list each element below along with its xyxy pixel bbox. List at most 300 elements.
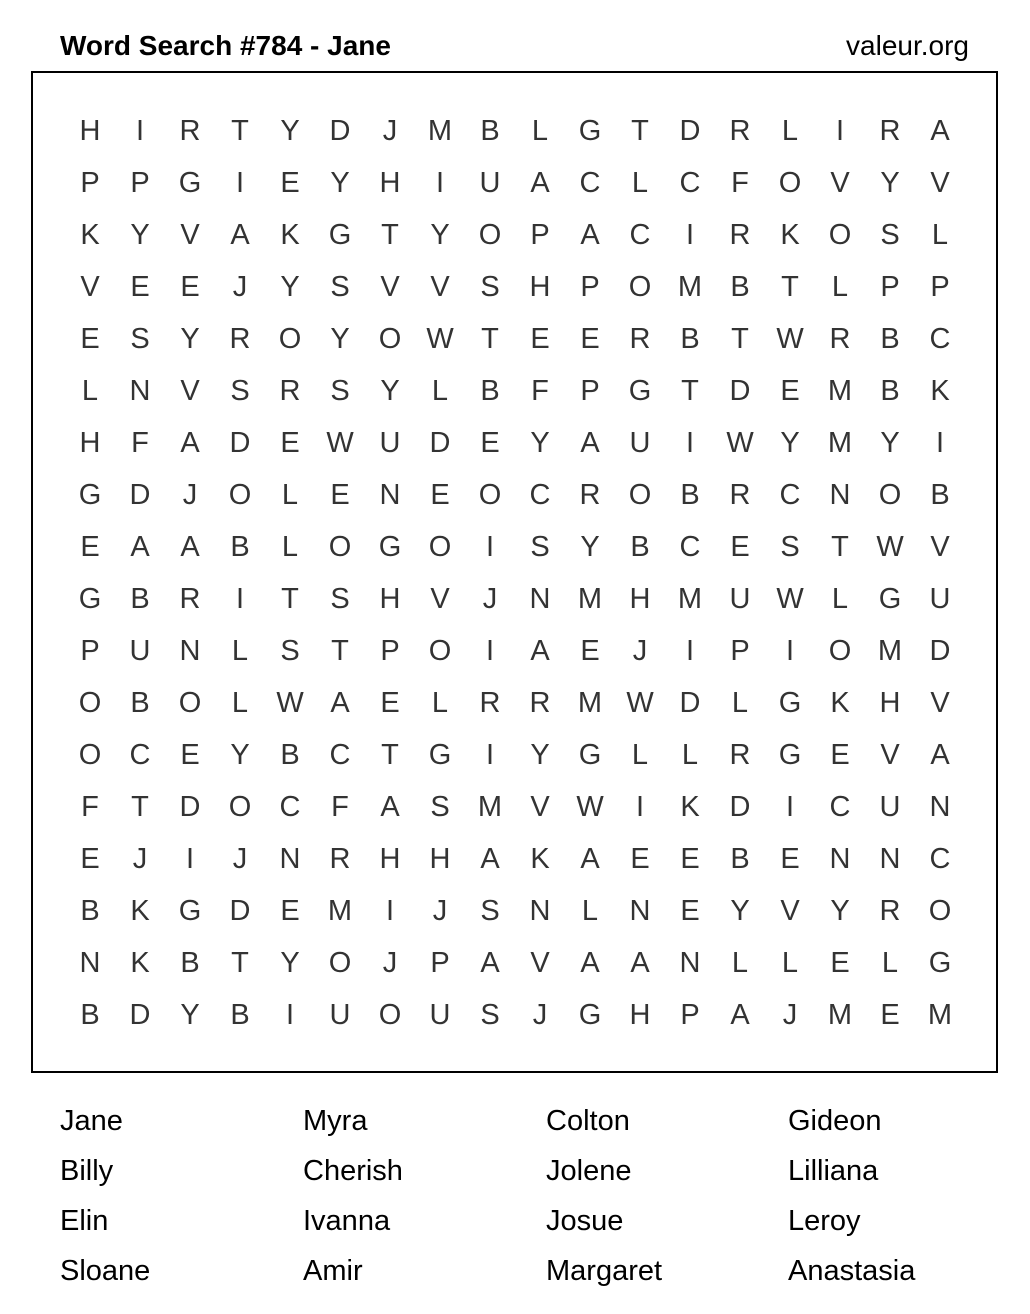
grid-cell[interactable]: G <box>578 999 602 1031</box>
grid-cell[interactable]: V <box>930 687 950 719</box>
grid-cell[interactable]: L <box>231 635 249 667</box>
grid-cell[interactable]: L <box>831 271 849 303</box>
grid-cell[interactable]: Y <box>330 323 350 355</box>
grid-cell[interactable]: U <box>129 635 151 667</box>
grid-cell[interactable]: E <box>880 999 900 1031</box>
grid-cell[interactable]: H <box>79 115 101 147</box>
grid-cell[interactable]: S <box>330 271 350 303</box>
grid-cell[interactable]: M <box>427 115 453 147</box>
grid-cell[interactable]: Y <box>330 167 350 199</box>
grid-cell[interactable]: J <box>182 479 198 511</box>
grid-cell[interactable]: N <box>829 843 851 875</box>
grid-cell[interactable]: R <box>729 739 751 771</box>
grid-cell[interactable]: S <box>530 531 550 563</box>
grid-cell[interactable]: M <box>877 635 903 667</box>
grid-cell[interactable]: O <box>228 791 252 823</box>
grid-cell[interactable]: E <box>480 427 500 459</box>
grid-cell[interactable]: A <box>330 687 350 719</box>
grid-cell[interactable]: E <box>580 635 600 667</box>
grid-cell[interactable]: O <box>478 219 502 251</box>
grid-cell[interactable]: B <box>730 843 750 875</box>
grid-cell[interactable]: O <box>878 479 902 511</box>
grid-cell[interactable]: B <box>230 999 250 1031</box>
grid-cell[interactable]: B <box>680 323 700 355</box>
grid-cell[interactable]: A <box>480 843 500 875</box>
grid-cell[interactable]: I <box>285 999 295 1031</box>
grid-cell[interactable]: F <box>81 791 99 823</box>
grid-cell[interactable]: G <box>928 947 952 979</box>
grid-cell[interactable]: B <box>930 479 950 511</box>
grid-cell[interactable]: C <box>129 739 151 771</box>
grid-cell[interactable]: T <box>131 791 149 823</box>
grid-cell[interactable]: V <box>380 271 400 303</box>
grid-cell[interactable]: L <box>781 115 799 147</box>
grid-cell[interactable]: C <box>679 167 701 199</box>
grid-cell[interactable]: O <box>928 895 952 927</box>
grid-cell[interactable]: V <box>880 739 900 771</box>
grid-cell[interactable]: G <box>778 739 802 771</box>
grid-cell[interactable]: R <box>829 323 851 355</box>
grid-cell[interactable]: T <box>731 323 749 355</box>
grid-cell[interactable]: R <box>729 479 751 511</box>
grid-cell[interactable]: C <box>329 739 351 771</box>
grid-cell[interactable]: V <box>80 271 100 303</box>
grid-cell[interactable]: E <box>180 739 200 771</box>
grid-cell[interactable]: K <box>830 687 850 719</box>
grid-cell[interactable]: M <box>827 427 853 459</box>
grid-cell[interactable]: S <box>280 635 300 667</box>
grid-cell[interactable]: H <box>879 687 901 719</box>
grid-cell[interactable]: R <box>729 219 751 251</box>
grid-cell[interactable]: J <box>382 115 398 147</box>
grid-cell[interactable]: L <box>631 739 649 771</box>
grid-cell[interactable]: V <box>930 167 950 199</box>
grid-cell[interactable]: O <box>628 271 652 303</box>
grid-cell[interactable]: D <box>429 427 451 459</box>
grid-cell[interactable]: P <box>380 635 400 667</box>
grid-cell[interactable]: I <box>935 427 945 459</box>
grid-cell[interactable]: H <box>379 583 401 615</box>
grid-cell[interactable]: M <box>327 895 353 927</box>
grid-cell[interactable]: C <box>829 791 851 823</box>
grid-cell[interactable]: I <box>685 219 695 251</box>
grid-cell[interactable]: I <box>685 635 695 667</box>
grid-cell[interactable]: J <box>232 271 248 303</box>
grid-cell[interactable]: N <box>529 583 551 615</box>
grid-cell[interactable]: L <box>731 687 749 719</box>
grid-cell[interactable]: A <box>930 739 950 771</box>
grid-cell[interactable]: P <box>430 947 450 979</box>
grid-cell[interactable]: L <box>431 375 449 407</box>
grid-cell[interactable]: U <box>479 167 501 199</box>
grid-cell[interactable]: I <box>785 635 795 667</box>
grid-cell[interactable]: A <box>580 427 600 459</box>
grid-cell[interactable]: S <box>330 583 350 615</box>
grid-cell[interactable]: P <box>730 635 750 667</box>
grid-cell[interactable]: U <box>379 427 401 459</box>
grid-cell[interactable]: A <box>530 167 550 199</box>
grid-cell[interactable]: L <box>731 947 749 979</box>
grid-cell[interactable]: G <box>328 219 352 251</box>
grid-cell[interactable]: E <box>80 843 100 875</box>
grid-cell[interactable]: G <box>428 739 452 771</box>
grid-cell[interactable]: U <box>629 427 651 459</box>
grid-cell[interactable]: J <box>482 583 498 615</box>
grid-cell[interactable]: O <box>278 323 302 355</box>
grid-cell[interactable]: W <box>726 427 754 459</box>
grid-cell[interactable]: B <box>130 687 150 719</box>
grid-cell[interactable]: P <box>580 271 600 303</box>
grid-cell[interactable]: A <box>230 219 250 251</box>
grid-cell[interactable]: G <box>628 375 652 407</box>
grid-cell[interactable]: I <box>385 895 395 927</box>
grid-cell[interactable]: Y <box>880 167 900 199</box>
grid-cell[interactable]: E <box>180 271 200 303</box>
grid-cell[interactable]: B <box>180 947 200 979</box>
grid-cell[interactable]: T <box>231 947 249 979</box>
grid-cell[interactable]: I <box>235 583 245 615</box>
grid-cell[interactable]: A <box>180 427 200 459</box>
grid-cell[interactable]: V <box>830 167 850 199</box>
grid-cell[interactable]: U <box>729 583 751 615</box>
grid-cell[interactable]: J <box>232 843 248 875</box>
grid-cell[interactable]: D <box>129 999 151 1031</box>
grid-cell[interactable]: H <box>629 999 651 1031</box>
grid-cell[interactable]: K <box>130 895 150 927</box>
grid-cell[interactable]: D <box>229 895 251 927</box>
grid-cell[interactable]: M <box>827 999 853 1031</box>
grid-cell[interactable]: D <box>729 375 751 407</box>
grid-cell[interactable]: T <box>781 271 799 303</box>
grid-cell[interactable]: W <box>426 323 454 355</box>
grid-cell[interactable]: S <box>480 271 500 303</box>
grid-cell[interactable]: C <box>929 843 951 875</box>
grid-cell[interactable]: M <box>677 271 703 303</box>
grid-cell[interactable]: B <box>880 375 900 407</box>
grid-cell[interactable]: M <box>577 583 603 615</box>
grid-cell[interactable]: O <box>328 947 352 979</box>
grid-cell[interactable]: F <box>331 791 349 823</box>
grid-cell[interactable]: Y <box>230 739 250 771</box>
grid-cell[interactable]: V <box>430 583 450 615</box>
grid-cell[interactable]: Y <box>430 219 450 251</box>
grid-cell[interactable]: B <box>480 375 500 407</box>
grid-cell[interactable]: R <box>729 115 751 147</box>
grid-cell[interactable]: J <box>382 947 398 979</box>
grid-cell[interactable]: D <box>179 791 201 823</box>
grid-cell[interactable]: L <box>431 687 449 719</box>
grid-cell[interactable]: I <box>785 791 795 823</box>
grid-cell[interactable]: E <box>680 895 700 927</box>
grid-cell[interactable]: C <box>779 479 801 511</box>
grid-cell[interactable]: Y <box>180 323 200 355</box>
grid-cell[interactable]: I <box>435 167 445 199</box>
grid-cell[interactable]: Y <box>530 427 550 459</box>
grid-cell[interactable]: T <box>631 115 649 147</box>
grid-cell[interactable]: A <box>380 791 400 823</box>
grid-cell[interactable]: P <box>580 375 600 407</box>
grid-cell[interactable]: L <box>531 115 549 147</box>
grid-cell[interactable]: E <box>430 479 450 511</box>
grid-cell[interactable]: S <box>480 895 500 927</box>
grid-cell[interactable]: F <box>531 375 549 407</box>
grid-cell[interactable]: Y <box>130 219 150 251</box>
grid-cell[interactable]: V <box>780 895 800 927</box>
grid-cell[interactable]: B <box>80 999 100 1031</box>
grid-cell[interactable]: S <box>430 791 450 823</box>
grid-cell[interactable]: C <box>279 791 301 823</box>
grid-cell[interactable]: W <box>576 791 604 823</box>
grid-cell[interactable]: T <box>481 323 499 355</box>
grid-cell[interactable]: O <box>178 687 202 719</box>
grid-cell[interactable]: A <box>580 947 600 979</box>
grid-cell[interactable]: V <box>430 271 450 303</box>
grid-cell[interactable]: O <box>778 167 802 199</box>
grid-cell[interactable]: N <box>279 843 301 875</box>
grid-cell[interactable]: C <box>929 323 951 355</box>
grid-cell[interactable]: M <box>927 999 953 1031</box>
grid-cell[interactable]: B <box>280 739 300 771</box>
grid-cell[interactable]: O <box>828 635 852 667</box>
grid-cell[interactable]: L <box>681 739 699 771</box>
grid-cell[interactable]: I <box>835 115 845 147</box>
grid-cell[interactable]: R <box>279 375 301 407</box>
grid-cell[interactable]: O <box>378 999 402 1031</box>
grid-cell[interactable]: L <box>781 947 799 979</box>
grid-cell[interactable]: B <box>680 479 700 511</box>
grid-cell[interactable]: Y <box>730 895 750 927</box>
grid-cell[interactable]: O <box>428 635 452 667</box>
grid-cell[interactable]: L <box>281 531 299 563</box>
grid-cell[interactable]: B <box>230 531 250 563</box>
grid-cell[interactable]: Y <box>280 271 300 303</box>
grid-cell[interactable]: G <box>578 115 602 147</box>
grid-cell[interactable]: W <box>326 427 354 459</box>
grid-cell[interactable]: Y <box>530 739 550 771</box>
grid-cell[interactable]: P <box>680 999 700 1031</box>
grid-cell[interactable]: P <box>880 271 900 303</box>
grid-cell[interactable]: Y <box>780 427 800 459</box>
grid-cell[interactable]: O <box>478 479 502 511</box>
grid-cell[interactable]: N <box>529 895 551 927</box>
grid-cell[interactable]: E <box>580 323 600 355</box>
grid-cell[interactable]: R <box>179 583 201 615</box>
grid-cell[interactable]: H <box>429 843 451 875</box>
grid-cell[interactable]: H <box>379 843 401 875</box>
grid-cell[interactable]: R <box>529 687 551 719</box>
grid-cell[interactable]: F <box>731 167 749 199</box>
grid-cell[interactable]: B <box>130 583 150 615</box>
grid-cell[interactable]: D <box>229 427 251 459</box>
grid-cell[interactable]: A <box>180 531 200 563</box>
grid-cell[interactable]: E <box>80 531 100 563</box>
grid-cell[interactable]: E <box>630 843 650 875</box>
grid-cell[interactable]: N <box>929 791 951 823</box>
grid-cell[interactable]: K <box>130 947 150 979</box>
grid-cell[interactable]: I <box>485 739 495 771</box>
grid-cell[interactable]: N <box>129 375 151 407</box>
grid-cell[interactable]: B <box>730 271 750 303</box>
grid-cell[interactable]: G <box>778 687 802 719</box>
grid-cell[interactable]: E <box>530 323 550 355</box>
grid-cell[interactable]: Y <box>580 531 600 563</box>
grid-cell[interactable]: I <box>135 115 145 147</box>
grid-cell[interactable]: K <box>280 219 300 251</box>
grid-cell[interactable]: D <box>329 115 351 147</box>
grid-cell[interactable]: U <box>329 999 351 1031</box>
grid-cell[interactable]: W <box>776 323 804 355</box>
grid-cell[interactable]: P <box>930 271 950 303</box>
grid-cell[interactable]: A <box>580 843 600 875</box>
grid-cell[interactable]: M <box>477 791 503 823</box>
grid-cell[interactable]: R <box>879 115 901 147</box>
grid-cell[interactable]: E <box>730 531 750 563</box>
grid-cell[interactable]: T <box>231 115 249 147</box>
grid-cell[interactable]: N <box>829 479 851 511</box>
grid-cell[interactable]: U <box>429 999 451 1031</box>
grid-cell[interactable]: I <box>185 843 195 875</box>
grid-cell[interactable]: T <box>681 375 699 407</box>
grid-cell[interactable]: J <box>632 635 648 667</box>
grid-cell[interactable]: K <box>80 219 100 251</box>
grid-cell[interactable]: L <box>631 167 649 199</box>
grid-cell[interactable]: C <box>629 219 651 251</box>
grid-cell[interactable]: E <box>680 843 700 875</box>
grid-cell[interactable]: L <box>231 687 249 719</box>
grid-cell[interactable]: E <box>280 167 300 199</box>
grid-cell[interactable]: B <box>630 531 650 563</box>
grid-cell[interactable]: A <box>930 115 950 147</box>
grid-cell[interactable]: N <box>679 947 701 979</box>
grid-cell[interactable]: E <box>780 843 800 875</box>
grid-cell[interactable]: D <box>679 115 701 147</box>
grid-cell[interactable]: O <box>428 531 452 563</box>
grid-cell[interactable]: P <box>130 167 150 199</box>
grid-cell[interactable]: S <box>230 375 250 407</box>
grid-cell[interactable]: L <box>831 583 849 615</box>
grid-cell[interactable]: E <box>830 947 850 979</box>
grid-cell[interactable]: R <box>479 687 501 719</box>
grid-cell[interactable]: A <box>480 947 500 979</box>
grid-cell[interactable]: T <box>331 635 349 667</box>
grid-cell[interactable]: J <box>782 999 798 1031</box>
grid-cell[interactable]: O <box>628 479 652 511</box>
grid-cell[interactable]: B <box>80 895 100 927</box>
grid-cell[interactable]: G <box>78 583 102 615</box>
grid-cell[interactable]: G <box>878 583 902 615</box>
grid-cell[interactable]: G <box>578 739 602 771</box>
grid-cell[interactable]: E <box>130 271 150 303</box>
grid-cell[interactable]: D <box>679 687 701 719</box>
grid-cell[interactable]: H <box>629 583 651 615</box>
grid-cell[interactable]: K <box>530 843 550 875</box>
grid-cell[interactable]: R <box>179 115 201 147</box>
grid-cell[interactable]: V <box>530 791 550 823</box>
grid-cell[interactable]: K <box>780 219 800 251</box>
grid-cell[interactable]: R <box>579 479 601 511</box>
grid-cell[interactable]: I <box>685 427 695 459</box>
grid-cell[interactable]: P <box>530 219 550 251</box>
grid-cell[interactable]: M <box>577 687 603 719</box>
grid-cell[interactable]: M <box>827 375 853 407</box>
grid-cell[interactable]: F <box>131 427 149 459</box>
grid-cell[interactable]: G <box>378 531 402 563</box>
grid-cell[interactable]: I <box>635 791 645 823</box>
grid-cell[interactable]: E <box>780 375 800 407</box>
grid-cell[interactable]: L <box>281 479 299 511</box>
grid-cell[interactable]: T <box>831 531 849 563</box>
grid-cell[interactable]: N <box>879 843 901 875</box>
grid-cell[interactable]: O <box>378 323 402 355</box>
grid-cell[interactable]: E <box>380 687 400 719</box>
grid-cell[interactable]: M <box>677 583 703 615</box>
grid-cell[interactable]: P <box>80 635 100 667</box>
grid-cell[interactable]: K <box>930 375 950 407</box>
grid-cell[interactable]: R <box>229 323 251 355</box>
grid-cell[interactable]: T <box>281 583 299 615</box>
grid-cell[interactable]: K <box>680 791 700 823</box>
grid-cell[interactable]: N <box>629 895 651 927</box>
grid-cell[interactable]: L <box>881 947 899 979</box>
grid-cell[interactable]: T <box>381 219 399 251</box>
grid-cell[interactable]: L <box>581 895 599 927</box>
grid-cell[interactable]: H <box>79 427 101 459</box>
grid-cell[interactable]: V <box>180 219 200 251</box>
grid-cell[interactable]: B <box>880 323 900 355</box>
grid-cell[interactable]: N <box>379 479 401 511</box>
grid-cell[interactable]: O <box>78 687 102 719</box>
grid-cell[interactable]: O <box>828 219 852 251</box>
grid-cell[interactable]: C <box>679 531 701 563</box>
grid-cell[interactable]: C <box>529 479 551 511</box>
grid-cell[interactable]: J <box>532 999 548 1031</box>
grid-cell[interactable]: E <box>80 323 100 355</box>
grid-cell[interactable]: W <box>276 687 304 719</box>
grid-cell[interactable]: I <box>485 531 495 563</box>
grid-cell[interactable]: P <box>80 167 100 199</box>
grid-cell[interactable]: Y <box>180 999 200 1031</box>
grid-cell[interactable]: W <box>876 531 904 563</box>
grid-cell[interactable]: N <box>179 635 201 667</box>
grid-cell[interactable]: E <box>830 739 850 771</box>
grid-cell[interactable]: A <box>630 947 650 979</box>
grid-cell[interactable]: B <box>480 115 500 147</box>
grid-cell[interactable]: G <box>178 167 202 199</box>
grid-cell[interactable]: A <box>730 999 750 1031</box>
grid-cell[interactable]: Y <box>380 375 400 407</box>
grid-cell[interactable]: S <box>780 531 800 563</box>
grid-cell[interactable]: J <box>132 843 148 875</box>
grid-cell[interactable]: A <box>580 219 600 251</box>
grid-cell[interactable]: G <box>78 479 102 511</box>
grid-cell[interactable]: O <box>328 531 352 563</box>
grid-cell[interactable]: E <box>330 479 350 511</box>
grid-cell[interactable]: I <box>235 167 245 199</box>
grid-cell[interactable]: A <box>530 635 550 667</box>
grid-cell[interactable]: W <box>776 583 804 615</box>
grid-cell[interactable]: E <box>280 427 300 459</box>
grid-cell[interactable]: V <box>180 375 200 407</box>
grid-cell[interactable]: S <box>480 999 500 1031</box>
grid-cell[interactable]: L <box>81 375 99 407</box>
grid-cell[interactable]: G <box>178 895 202 927</box>
grid-cell[interactable]: D <box>729 791 751 823</box>
grid-cell[interactable]: O <box>228 479 252 511</box>
grid-cell[interactable]: Y <box>880 427 900 459</box>
grid-cell[interactable]: D <box>129 479 151 511</box>
grid-cell[interactable]: C <box>579 167 601 199</box>
grid-cell[interactable]: I <box>485 635 495 667</box>
